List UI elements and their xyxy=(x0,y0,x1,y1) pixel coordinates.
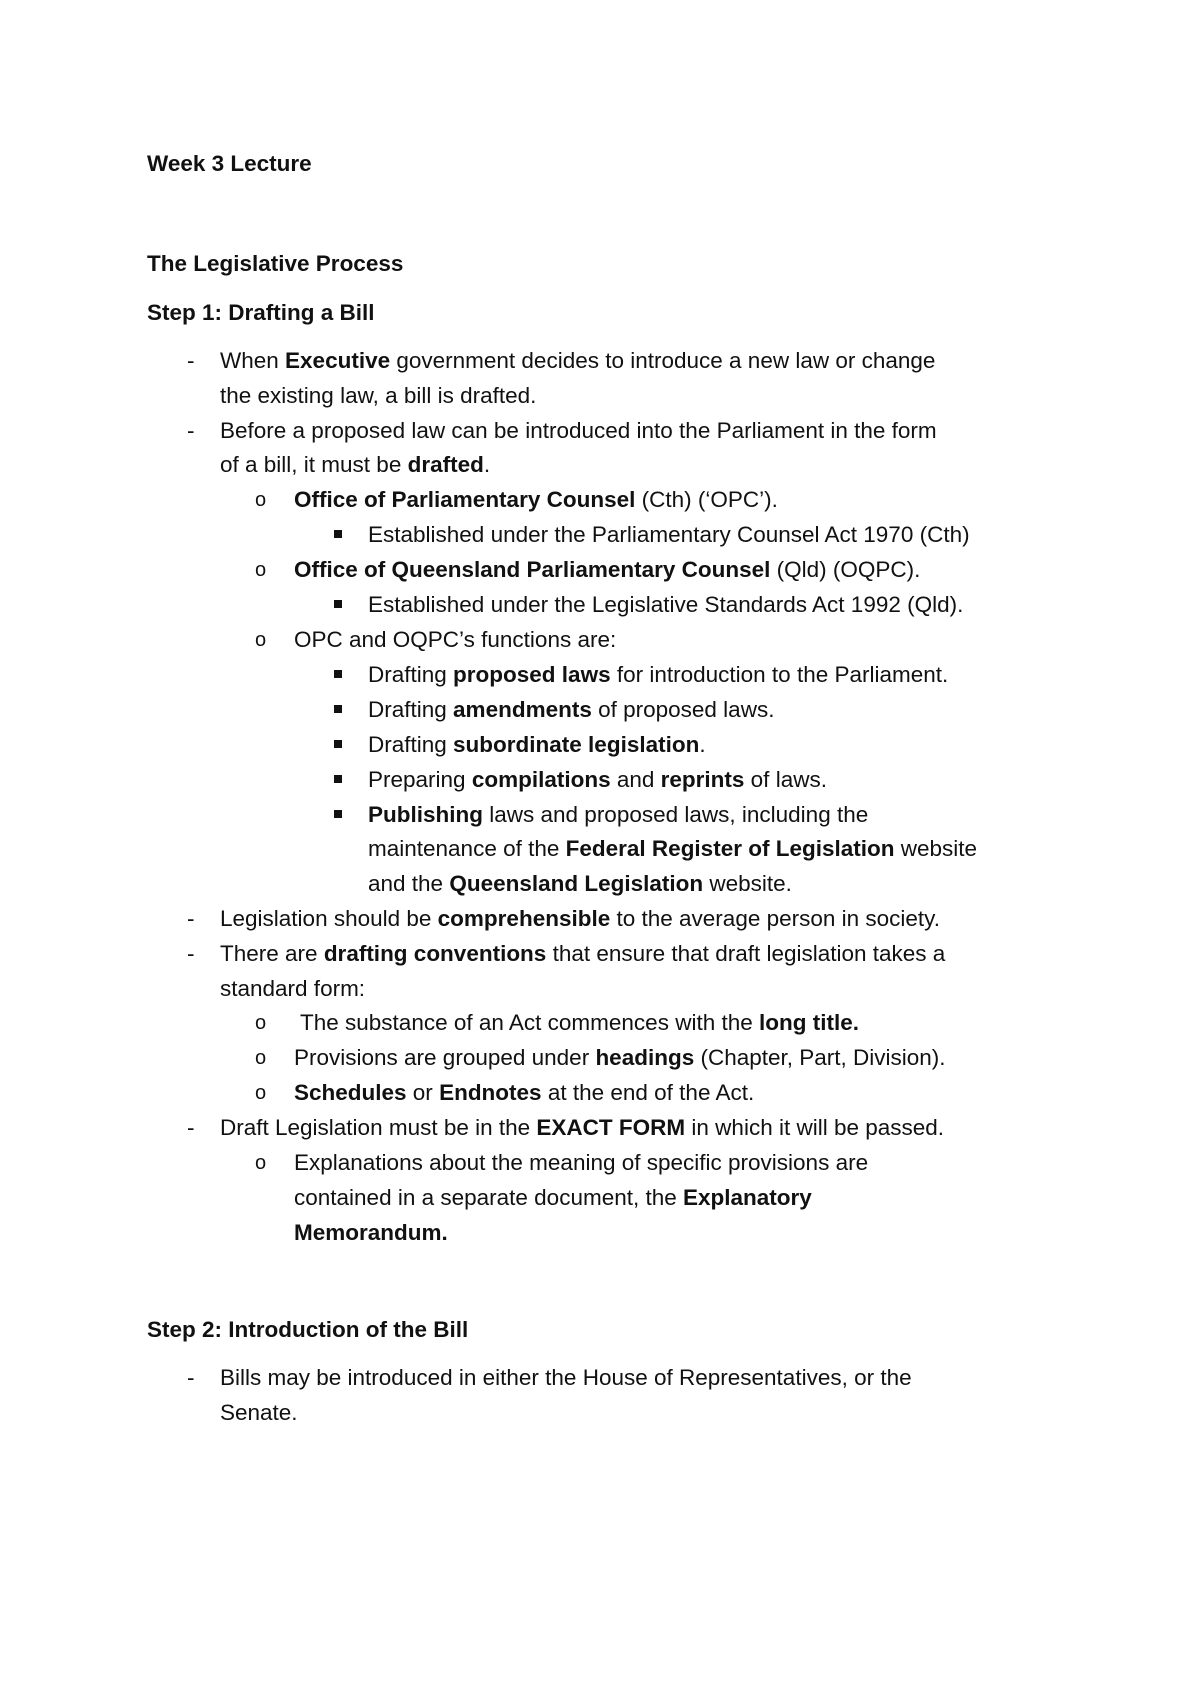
bold-text: Federal Register of Legislation xyxy=(565,836,895,861)
bold-text: drafting conventions xyxy=(323,941,547,966)
line-text xyxy=(294,487,778,513)
square-bullet-icon xyxy=(334,530,342,538)
bold-text: Publishing xyxy=(368,802,483,827)
square-bullet-icon xyxy=(334,740,342,748)
line-text xyxy=(220,1400,298,1426)
text-run: and xyxy=(610,767,661,792)
circle-bullet-icon: o xyxy=(255,1152,267,1174)
line-text xyxy=(220,1365,912,1391)
line-text xyxy=(368,802,868,828)
text-run: Bills may be introduced in either the House of Representatives, or the xyxy=(220,1365,912,1390)
line-text xyxy=(294,557,920,583)
text-run: (Chapter, Part, Division). xyxy=(694,1045,946,1070)
line-text xyxy=(368,662,948,688)
bold-text: Executive xyxy=(285,348,391,373)
line-text xyxy=(220,1115,944,1141)
bold-text: Schedules xyxy=(294,1080,407,1105)
text-run: or xyxy=(406,1080,440,1105)
line-text xyxy=(368,732,706,758)
text-run: When xyxy=(220,348,286,373)
text-run: Explanations about the meaning of specific provisions are xyxy=(294,1150,869,1175)
step-heading xyxy=(147,1317,468,1343)
circle-bullet-icon: o xyxy=(255,489,267,511)
text-run: of laws. xyxy=(744,767,827,792)
bold-text: Memorandum. xyxy=(294,1220,448,1245)
text-run: of proposed laws. xyxy=(591,697,775,722)
line-text xyxy=(368,836,977,862)
text-run: the existing law, a bill is drafted. xyxy=(220,383,537,408)
line-text xyxy=(294,1185,812,1211)
text-run: Drafting xyxy=(368,662,454,687)
text-run: at the end of the Act. xyxy=(541,1080,755,1105)
square-bullet-icon xyxy=(334,705,342,713)
title-text: Week 3 Lecture xyxy=(147,151,312,176)
text-run: Drafting xyxy=(368,697,454,722)
line-text xyxy=(368,522,970,548)
circle-bullet-icon: o xyxy=(255,1082,267,1104)
text-run: There are xyxy=(220,941,324,966)
text-run: Before a proposed law can be introduced into the Parliament in the form xyxy=(220,418,937,443)
line-text xyxy=(368,767,827,793)
text-run: OPC and OQPC’s functions are: xyxy=(294,627,617,652)
bold-text: proposed laws xyxy=(453,662,611,687)
text-run: and the xyxy=(368,871,450,896)
bold-text: amendments xyxy=(453,697,592,722)
text-run: The substance of an Act commences with the xyxy=(300,1010,759,1035)
step-heading xyxy=(147,300,375,326)
square-bullet-icon xyxy=(334,810,342,818)
line-text xyxy=(368,592,963,618)
bold-text: subordinate legislation xyxy=(453,732,700,757)
subtitle-text: The Legislative Process xyxy=(147,251,404,276)
text-run: government decides to introduce a new law or change xyxy=(390,348,936,373)
text-run: . xyxy=(483,452,491,477)
bold-text: Explanatory xyxy=(683,1185,812,1210)
text-run: Preparing xyxy=(368,767,472,792)
text-run: for introduction to the Parliament. xyxy=(610,662,949,687)
text-run: Senate. xyxy=(220,1400,298,1425)
text-run: maintenance of the xyxy=(368,836,566,861)
bold-text: Office of Queensland Parliamentary Counsel xyxy=(294,557,771,582)
line-text xyxy=(220,452,490,478)
line-text xyxy=(294,1150,868,1176)
line-text xyxy=(220,418,937,444)
bold-text: drafted xyxy=(407,452,484,477)
bold-text: headings xyxy=(595,1045,695,1070)
text-run: laws and proposed laws, including the xyxy=(483,802,869,827)
line-text xyxy=(300,1010,859,1036)
circle-bullet-icon: o xyxy=(255,559,267,581)
text-run: that ensure that draft legislation takes a xyxy=(546,941,946,966)
text-run: in which it will be passed. xyxy=(685,1115,945,1140)
circle-bullet-icon: o xyxy=(255,629,267,651)
line-text xyxy=(294,1220,448,1246)
text-run: standard form: xyxy=(220,976,366,1001)
text-run: Drafting xyxy=(368,732,454,757)
text-run: website. xyxy=(703,871,792,896)
dash-bullet-icon: - xyxy=(187,348,195,373)
text-run: (Qld) (OQPC). xyxy=(770,557,921,582)
text-run: Established under the Legislative Standards Act 1992 (Qld). xyxy=(368,592,964,617)
square-bullet-icon xyxy=(334,600,342,608)
text-run: of a bill, it must be xyxy=(220,452,408,477)
line-text xyxy=(294,1045,946,1071)
bold-text: EXACT FORM xyxy=(536,1115,686,1140)
dash-bullet-icon: - xyxy=(187,941,195,966)
bold-text: long title. xyxy=(759,1010,859,1035)
line-text xyxy=(220,941,945,967)
bold-text: Step 1: Drafting a Bill xyxy=(147,300,375,325)
dash-bullet-icon: - xyxy=(187,418,195,443)
bold-text: Office of Parliamentary Counsel xyxy=(294,487,636,512)
dash-bullet-icon: - xyxy=(187,906,195,931)
bold-text: Queensland Legislation xyxy=(449,871,704,896)
line-text xyxy=(294,1080,754,1106)
line-text xyxy=(220,383,536,409)
text-run: Draft Legislation must be in the xyxy=(220,1115,537,1140)
text-run: . xyxy=(699,732,706,757)
text-run: to the average person in society. xyxy=(610,906,941,931)
circle-bullet-icon: o xyxy=(255,1047,267,1069)
line-text xyxy=(368,697,774,723)
text-run: website xyxy=(894,836,978,861)
square-bullet-icon xyxy=(334,670,342,678)
bold-text: Step 2: Introduction of the Bill xyxy=(147,1317,469,1342)
bold-text: compilations xyxy=(471,767,611,792)
bold-text: Endnotes xyxy=(439,1080,542,1105)
text-run: Established under the Parliamentary Counsel Act 1970 (Cth) xyxy=(368,522,970,547)
text-run: (Cth) (‘OPC’). xyxy=(635,487,778,512)
bold-text: comprehensible xyxy=(437,906,611,931)
text-run: contained in a separate document, the xyxy=(294,1185,684,1210)
circle-bullet-icon: o xyxy=(255,1012,267,1034)
line-text xyxy=(220,976,365,1002)
line-text xyxy=(220,906,940,932)
square-bullet-icon xyxy=(334,775,342,783)
dash-bullet-icon: - xyxy=(187,1365,195,1390)
dash-bullet-icon: - xyxy=(187,1115,195,1140)
line-text xyxy=(294,627,616,653)
text-run: Legislation should be xyxy=(220,906,438,931)
text-run: Provisions are grouped under xyxy=(294,1045,596,1070)
line-text xyxy=(368,871,792,897)
bold-text: reprints xyxy=(660,767,745,792)
line-text xyxy=(220,348,935,374)
